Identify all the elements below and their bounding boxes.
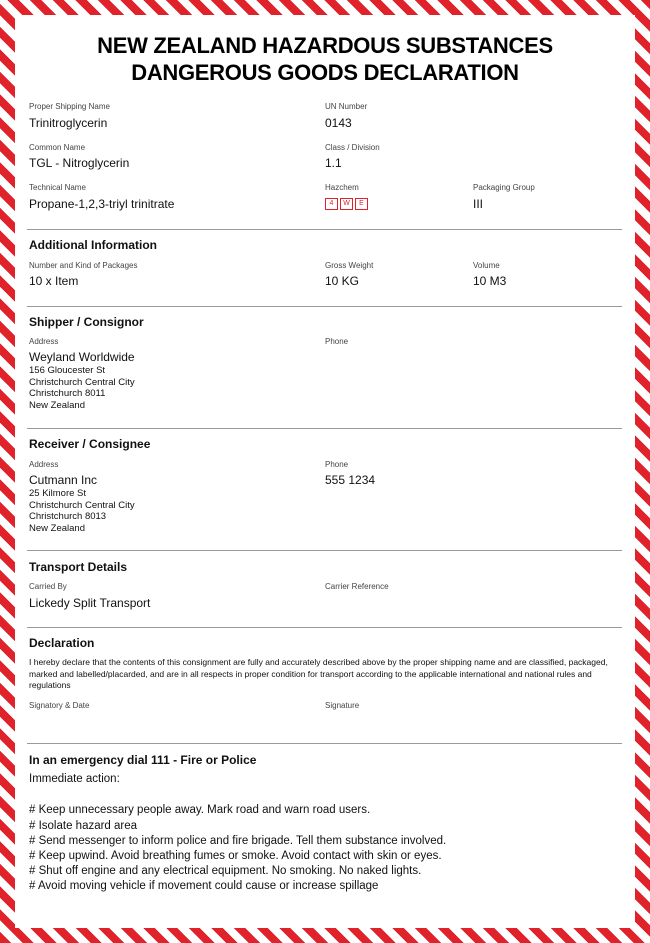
declaration-sheet bbox=[15, 15, 635, 928]
emergency-action: # Avoid moving vehicle if movement could cause or increase spillage bbox=[29, 880, 379, 892]
section-divider bbox=[27, 550, 622, 551]
carried-by-value: Lickedy Split Transport bbox=[29, 596, 151, 610]
emergency-action: # Isolate hazard area bbox=[29, 820, 138, 832]
emergency-action: # Shut off engine and any electrical equipment. No smoking. No naked lights. bbox=[29, 865, 422, 877]
hazchem-code-box: E bbox=[355, 198, 368, 210]
shipper-phone-label: Phone bbox=[325, 337, 349, 346]
declaration-heading: Declaration bbox=[29, 636, 95, 650]
section-divider bbox=[27, 627, 622, 628]
shipper-city: Christchurch 8011 bbox=[29, 388, 106, 400]
shipper-country: New Zealand bbox=[29, 400, 85, 412]
signature-label: Signature bbox=[325, 701, 360, 710]
shipper-address bbox=[29, 365, 135, 412]
common-name-value: TGL - Nitroglycerin bbox=[29, 156, 130, 170]
class-division-label: Class / Division bbox=[325, 143, 380, 152]
receiver-city: Christchurch 8013 bbox=[29, 511, 107, 523]
emergency-action: # Keep upwind. Avoid breathing fumes or smoke. Avoid contact with skin or eyes. bbox=[29, 850, 442, 862]
page-title bbox=[15, 32, 635, 86]
emergency-intro: Immediate action: bbox=[29, 773, 120, 785]
title-line-2: DANGEROUS GOODS DECLARATION bbox=[131, 60, 519, 85]
receiver-suburb: Christchurch Central City bbox=[29, 499, 135, 511]
emergency-heading: In an emergency dial 111 - Fire or Police bbox=[29, 753, 257, 767]
section-divider bbox=[27, 306, 622, 307]
emergency-action: # Send messenger to inform police and fire brigade. Tell them substance involved. bbox=[29, 835, 447, 847]
emergency-action: # Keep unnecessary people away. Mark road and warn road users. bbox=[29, 804, 371, 816]
proper-shipping-name-value: Trinitroglycerin bbox=[29, 116, 108, 130]
signatory-date-label: Signatory & Date bbox=[29, 701, 90, 710]
packages-value: 10 x Item bbox=[29, 274, 79, 288]
section-divider bbox=[27, 229, 622, 230]
packages-label: Number and Kind of Packages bbox=[29, 261, 138, 270]
section-divider bbox=[27, 428, 622, 429]
hazchem-code-boxes bbox=[325, 198, 370, 210]
additional-info-heading: Additional Information bbox=[29, 238, 157, 252]
receiver-phone-label: Phone bbox=[325, 460, 349, 469]
shipper-heading: Shipper / Consignor bbox=[29, 315, 144, 329]
un-number-value: 0143 bbox=[325, 116, 352, 130]
receiver-street: 25 Kilmore St bbox=[29, 488, 87, 499]
volume-label: Volume bbox=[473, 261, 500, 270]
un-number-label: UN Number bbox=[325, 102, 368, 111]
class-division-value: 1.1 bbox=[325, 156, 342, 170]
technical-name-label: Technical Name bbox=[29, 183, 86, 192]
gross-weight-label: Gross Weight bbox=[325, 261, 374, 270]
shipper-address-label: Address bbox=[29, 337, 59, 346]
technical-name-value: Propane-1,2,3-triyl trinitrate bbox=[29, 197, 175, 211]
declaration-text: I hereby declare that the contents of this consignment are fully and accurately described above by the proper shipping name and are classified, packaged, marked and labelled/placarded, and are in all respects in proper condition for transport according to the applicable international and national rules and regulations bbox=[29, 657, 608, 690]
shipper-name: Weyland Worldwide bbox=[29, 350, 135, 364]
shipper-suburb: Christchurch Central City bbox=[29, 376, 135, 388]
packaging-group-label: Packaging Group bbox=[473, 183, 535, 192]
receiver-name: Cutmann Inc bbox=[29, 473, 98, 487]
title-line-1: NEW ZEALAND HAZARDOUS SUBSTANCES bbox=[97, 33, 553, 58]
receiver-country: New Zealand bbox=[29, 523, 85, 535]
section-divider bbox=[27, 743, 622, 744]
hazchem-code-box: 4 bbox=[325, 198, 338, 210]
volume-value: 10 M3 bbox=[473, 274, 507, 288]
receiver-address-label: Address bbox=[29, 460, 59, 469]
packaging-group-value: III bbox=[473, 197, 484, 211]
receiver-heading: Receiver / Consignee bbox=[29, 437, 151, 451]
transport-heading: Transport Details bbox=[29, 560, 128, 574]
hazchem-label: Hazchem bbox=[325, 183, 359, 192]
receiver-phone-value: 555 1234 bbox=[325, 473, 376, 487]
carried-by-label: Carried By bbox=[29, 582, 67, 591]
gross-weight-value: 10 KG bbox=[325, 274, 360, 288]
common-name-label: Common Name bbox=[29, 143, 86, 152]
shipper-street: 156 Gloucester St bbox=[29, 365, 106, 376]
receiver-address bbox=[29, 488, 135, 535]
carrier-reference-label: Carrier Reference bbox=[325, 582, 389, 591]
hazchem-code-box: W bbox=[340, 198, 353, 210]
proper-shipping-name-label: Proper Shipping Name bbox=[29, 102, 110, 111]
